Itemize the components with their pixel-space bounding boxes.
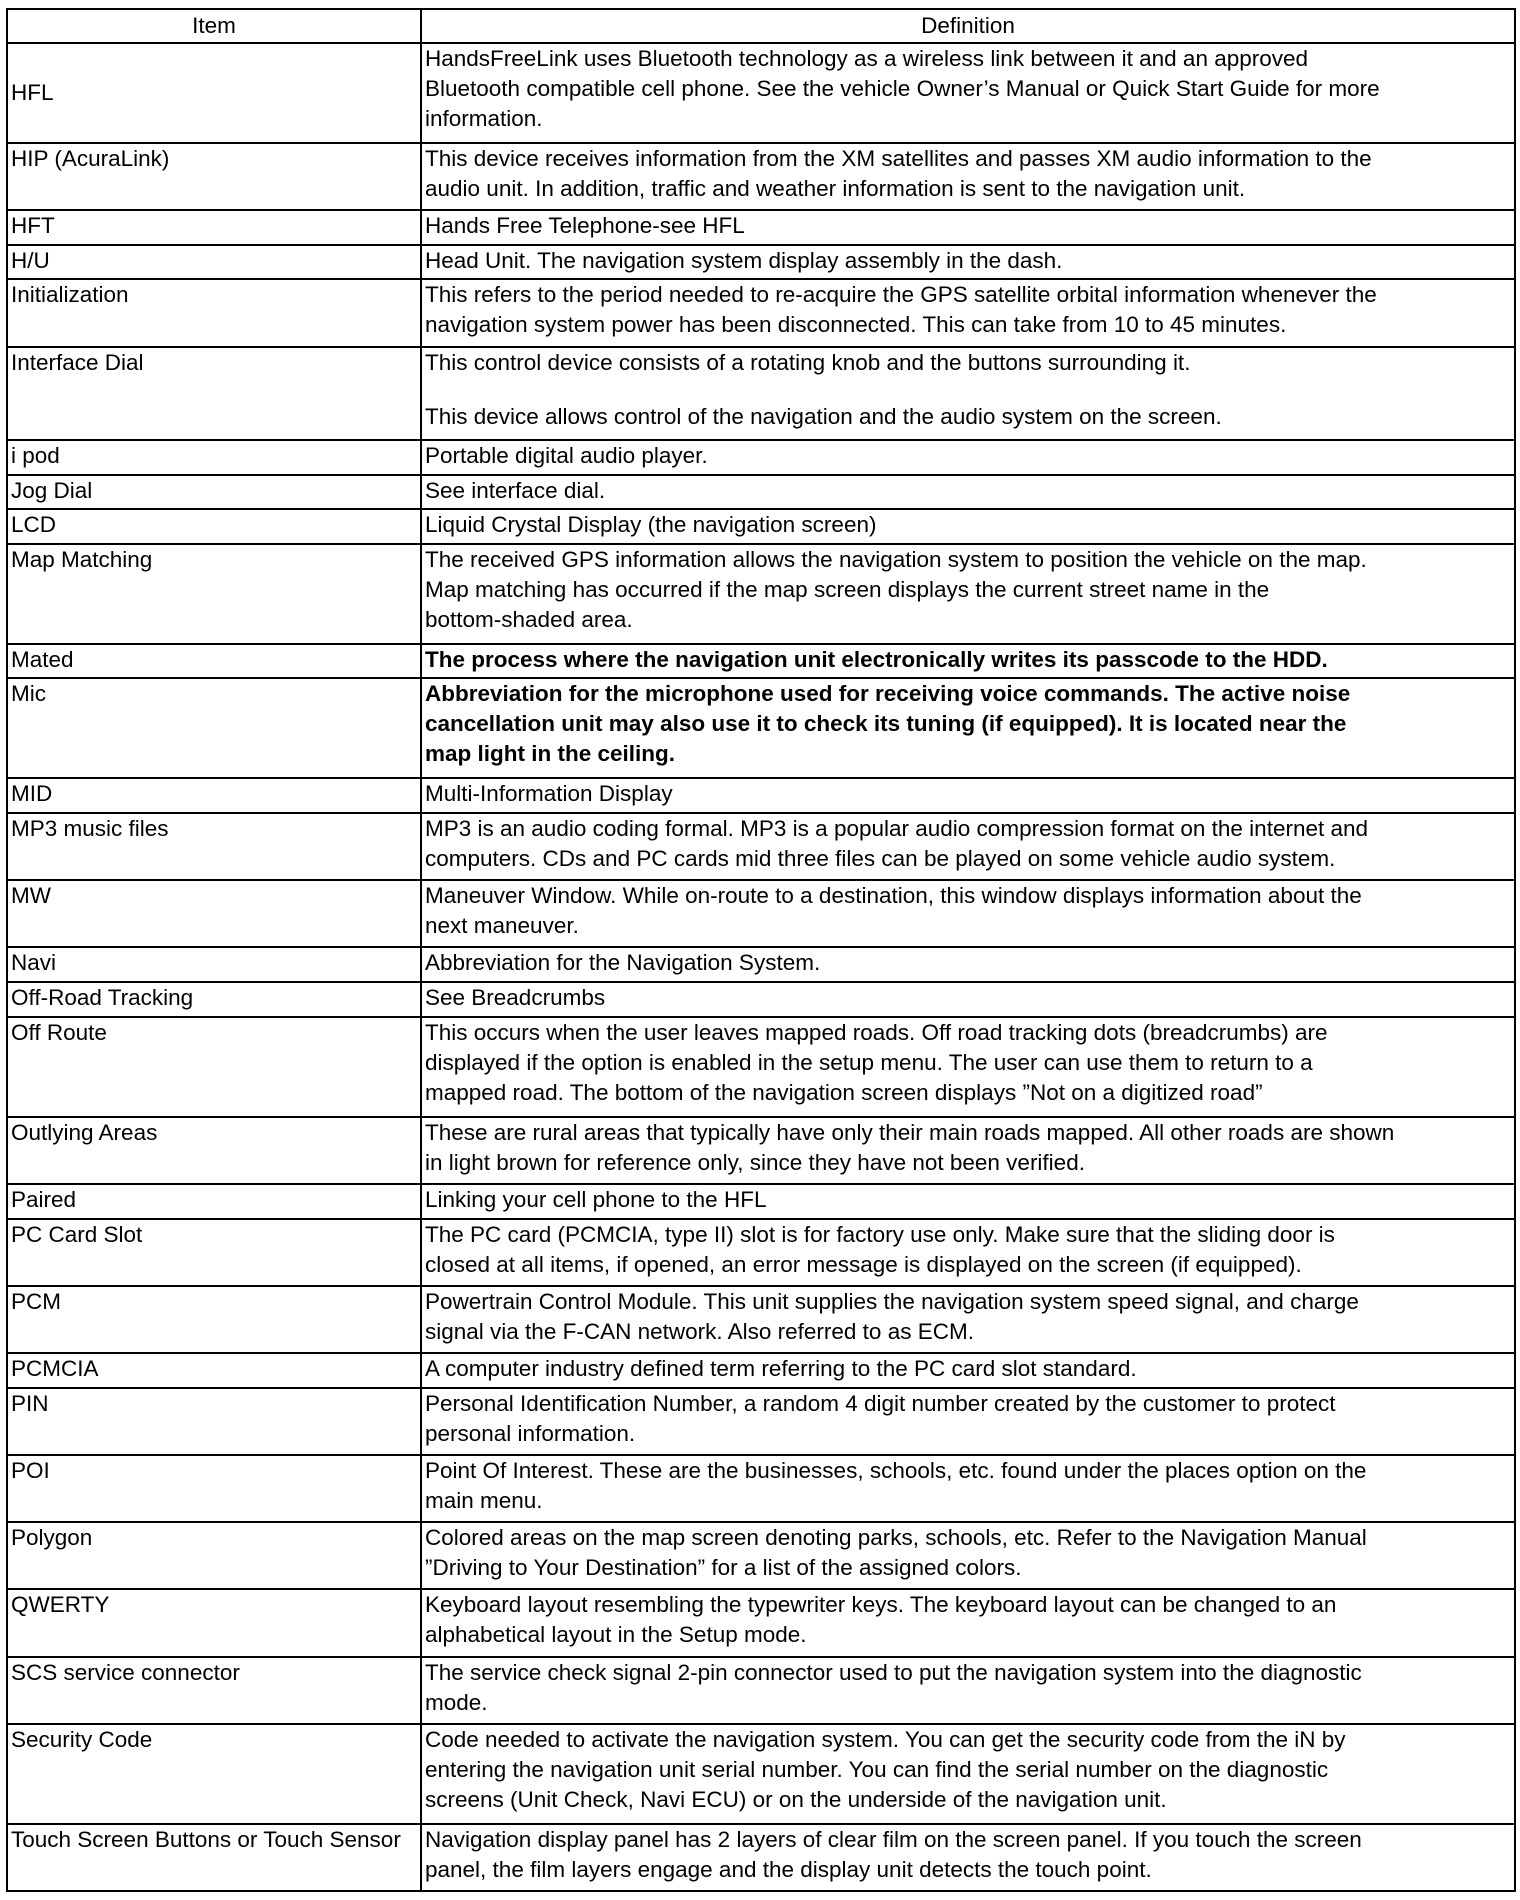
definition-cell xyxy=(421,1388,1515,1455)
definition-cell xyxy=(421,678,1515,778)
definition-line: This refers to the period needed to re-acquire the GPS satellite orbital information whenever the xyxy=(425,282,1377,308)
definition-cell xyxy=(421,509,1515,544)
item-cell: Interface Dial xyxy=(7,347,421,440)
definition-line: map light in the ceiling. xyxy=(425,741,676,767)
definition-line: Head Unit. The navigation system display assembly in the dash. xyxy=(425,247,1063,273)
definition-line: information. xyxy=(425,106,543,131)
definition-line: audio unit. In addition, traffic and weather information is sent to the navigation unit. xyxy=(425,175,1246,201)
table-row xyxy=(7,1388,1515,1455)
item-cell: MP3 music files xyxy=(7,813,421,880)
item-cell: MW xyxy=(7,880,421,947)
item-cell: HIP (AcuraLink) xyxy=(7,143,421,210)
table-row xyxy=(7,1657,1515,1724)
definition-line: Linking your cell phone to the HFL xyxy=(425,1186,767,1212)
definition-line: Bluetooth compatible cell phone. See the vehicle Owner’s Manual or Quick Start Guide for more xyxy=(425,76,1380,101)
definition-cell xyxy=(421,245,1515,280)
table-row xyxy=(7,678,1515,778)
definition-line: main menu. xyxy=(425,1487,543,1513)
definition-cell xyxy=(421,1017,1515,1117)
definition-line: Abbreviation for the Navigation System. xyxy=(425,950,821,976)
definition-cell xyxy=(421,1184,1515,1219)
header-item: Item xyxy=(7,9,421,43)
definition-cell xyxy=(421,279,1515,346)
definition-line: The service check signal 2-pin connector used to put the navigation system into the diagnostic xyxy=(425,1659,1362,1685)
definition-line: Point Of Interest. These are the businesses, schools, etc. found under the places option on the xyxy=(425,1457,1367,1483)
item-cell: QWERTY xyxy=(7,1589,421,1656)
item-cell: Security Code xyxy=(7,1724,421,1824)
definition-cell xyxy=(421,880,1515,947)
table-row xyxy=(7,1522,1515,1589)
definition-line: alphabetical layout in the Setup mode. xyxy=(425,1622,807,1648)
table-body xyxy=(7,43,1515,1891)
table-row xyxy=(7,509,1515,544)
table-row xyxy=(7,1824,1515,1891)
definition-cell xyxy=(421,1286,1515,1353)
definition-cell xyxy=(421,947,1515,982)
definition-line: The PC card (PCMCIA, type II) slot is for factory use only. Make sure that the sliding door is xyxy=(425,1221,1335,1247)
definition-cell xyxy=(421,210,1515,245)
definition-line: This device receives information from the XM satellites and passes XM audio information to the xyxy=(425,145,1372,171)
definition-line: computers. CDs and PC cards mid three files can be played on some vehicle audio system. xyxy=(425,845,1336,871)
definition-cell xyxy=(421,1824,1515,1891)
definition-line: Abbreviation for the microphone used for receiving voice commands. The active noise xyxy=(425,681,1351,707)
definition-cell xyxy=(421,813,1515,880)
table-row xyxy=(7,440,1515,475)
table-row xyxy=(7,644,1515,679)
definition-line: This control device consists of a rotating knob and the buttons surrounding it. xyxy=(425,349,1191,375)
definition-cell xyxy=(421,1219,1515,1286)
item-cell: Off Route xyxy=(7,1017,421,1117)
definition-line: cancellation unit may also use it to check its tuning (if equipped). It is located near the xyxy=(425,711,1347,737)
table-row xyxy=(7,475,1515,510)
definition-cell xyxy=(421,475,1515,510)
glossary-table xyxy=(6,8,1516,1892)
definition-line: This occurs when the user leaves mapped roads. Off road tracking dots (breadcrumbs) are xyxy=(425,1019,1328,1045)
header-row xyxy=(7,9,1515,43)
definition-cell xyxy=(421,544,1515,644)
definition-cell xyxy=(421,982,1515,1017)
table-row xyxy=(7,245,1515,280)
table-row xyxy=(7,1353,1515,1388)
definition-cell xyxy=(421,644,1515,679)
item-cell: Touch Screen Buttons or Touch Sensor xyxy=(7,1824,421,1891)
item-cell: SCS service connector xyxy=(7,1657,421,1724)
item-cell: MID xyxy=(7,778,421,813)
definition-cell xyxy=(421,43,1515,143)
item-cell: Map Matching xyxy=(7,544,421,644)
definition-cell xyxy=(421,1117,1515,1184)
table-row xyxy=(7,1286,1515,1353)
definition-line: Hands Free Telephone-see HFL xyxy=(425,213,745,238)
item-cell: Paired xyxy=(7,1184,421,1219)
definition-line: panel, the film layers engage and the display unit detects the touch point. xyxy=(425,1856,1152,1882)
definition-line: These are rural areas that typically have only their main roads mapped. All other roads are shown xyxy=(425,1119,1395,1145)
definition-line: mode. xyxy=(425,1689,488,1715)
definition-line: Colored areas on the map screen denoting parks, schools, etc. Refer to the Navigation Manual xyxy=(425,1525,1367,1551)
definition-line: Portable digital audio player. xyxy=(425,442,708,468)
definition-cell xyxy=(421,1589,1515,1656)
item-cell: Initialization xyxy=(7,279,421,346)
item-cell: i pod xyxy=(7,440,421,475)
definition-line: displayed if the option is enabled in the setup menu. The user can use them to return to a xyxy=(425,1049,1313,1075)
item-cell: PCM xyxy=(7,1286,421,1353)
definition-line: Code needed to activate the navigation system. You can get the security code from the iN by xyxy=(425,1726,1346,1752)
table-row xyxy=(7,880,1515,947)
definition-line xyxy=(425,378,1511,402)
definition-cell xyxy=(421,440,1515,475)
definition-line: The process where the navigation unit electronically writes its passcode to the HDD. xyxy=(425,646,1328,672)
item-cell: Off-Road Tracking xyxy=(7,982,421,1017)
table-row xyxy=(7,544,1515,644)
definition-line: screens (Unit Check, Navi ECU) or on the underside of the navigation unit. xyxy=(425,1786,1167,1812)
definition-line: next maneuver. xyxy=(425,913,579,939)
item-cell: Navi xyxy=(7,947,421,982)
definition-line: Keyboard layout resembling the typewriter keys. The keyboard layout can be changed to an xyxy=(425,1592,1337,1618)
table-row xyxy=(7,347,1515,440)
definition-cell xyxy=(421,778,1515,813)
item-cell: POI xyxy=(7,1455,421,1522)
table-row xyxy=(7,947,1515,982)
definition-line: closed at all items, if opened, an error message is displayed on the screen (if equipped). xyxy=(425,1251,1302,1277)
definition-line: Powertrain Control Module. This unit supplies the navigation system speed signal, and charge xyxy=(425,1288,1359,1314)
table-row xyxy=(7,1184,1515,1219)
definition-cell xyxy=(421,1455,1515,1522)
definition-line: Map matching has occurred if the map screen displays the current street name in the xyxy=(425,577,1270,603)
definition-line: entering the navigation unit serial number. You can find the serial number on the diagnostic xyxy=(425,1756,1329,1782)
item-cell: Mated xyxy=(7,644,421,679)
item-cell: PC Card Slot xyxy=(7,1219,421,1286)
definition-cell xyxy=(421,1353,1515,1388)
definition-line: mapped road. The bottom of the navigation screen displays ”Not on a digitized road” xyxy=(425,1079,1263,1105)
table-row xyxy=(7,813,1515,880)
item-cell: Polygon xyxy=(7,1522,421,1589)
definition-line: Personal Identification Number, a random 4 digit number created by the customer to protect xyxy=(425,1390,1336,1416)
item-cell: PIN xyxy=(7,1388,421,1455)
item-cell: Outlying Areas xyxy=(7,1117,421,1184)
definition-line: MP3 is an audio coding formal. MP3 is a popular audio compression format on the internet and xyxy=(425,815,1369,841)
table-row xyxy=(7,210,1515,245)
table-row xyxy=(7,778,1515,813)
item-cell: Mic xyxy=(7,678,421,778)
table-row xyxy=(7,1455,1515,1522)
item-cell: H/U xyxy=(7,245,421,280)
table-row xyxy=(7,1017,1515,1117)
definition-line: bottom-shaded area. xyxy=(425,607,633,633)
table-row xyxy=(7,143,1515,210)
definition-cell xyxy=(421,347,1515,440)
definition-line: Liquid Crystal Display (the navigation screen) xyxy=(425,512,877,538)
definition-line: See Breadcrumbs xyxy=(425,985,606,1011)
definition-line: HandsFreeLink uses Bluetooth technology as a wireless link between it and an approved xyxy=(425,46,1309,71)
table-row xyxy=(7,982,1515,1017)
item-cell: HFT xyxy=(7,210,421,245)
item-cell: LCD xyxy=(7,509,421,544)
definition-line: See interface dial. xyxy=(425,477,606,503)
definition-line: in light brown for reference only, since they have not been verified. xyxy=(425,1149,1085,1175)
item-cell: PCMCIA xyxy=(7,1353,421,1388)
definition-line: The received GPS information allows the navigation system to position the vehicle on the map. xyxy=(425,547,1367,573)
item-cell: Jog Dial xyxy=(7,475,421,510)
definition-line: A computer industry defined term referring to the PC card slot standard. xyxy=(425,1356,1137,1381)
table-row xyxy=(7,1219,1515,1286)
definition-line: signal via the F-CAN network. Also referred to as ECM. xyxy=(425,1318,974,1344)
table-row xyxy=(7,1117,1515,1184)
table-row xyxy=(7,279,1515,346)
definition-line: Navigation display panel has 2 layers of clear film on the screen panel. If you touch the screen xyxy=(425,1826,1362,1852)
definition-line: personal information. xyxy=(425,1420,636,1446)
table-row xyxy=(7,1589,1515,1656)
definition-cell xyxy=(421,1724,1515,1824)
table-row xyxy=(7,1724,1515,1824)
definition-cell xyxy=(421,1657,1515,1724)
definition-line: This device allows control of the navigation and the audio system on the screen. xyxy=(425,403,1222,429)
definition-line: Maneuver Window. While on-route to a destination, this window displays information about the xyxy=(425,883,1362,909)
definition-line: Multi-Information Display xyxy=(425,781,673,807)
definition-cell xyxy=(421,1522,1515,1589)
table-row xyxy=(7,43,1515,143)
definition-cell xyxy=(421,143,1515,210)
header-definition: Definition xyxy=(421,9,1515,43)
definition-line: navigation system power has been disconnected. This can take from 10 to 45 minutes. xyxy=(425,312,1287,338)
definition-line: ”Driving to Your Destination” for a list of the assigned colors. xyxy=(425,1555,1022,1581)
item-cell: HFL xyxy=(7,43,421,143)
